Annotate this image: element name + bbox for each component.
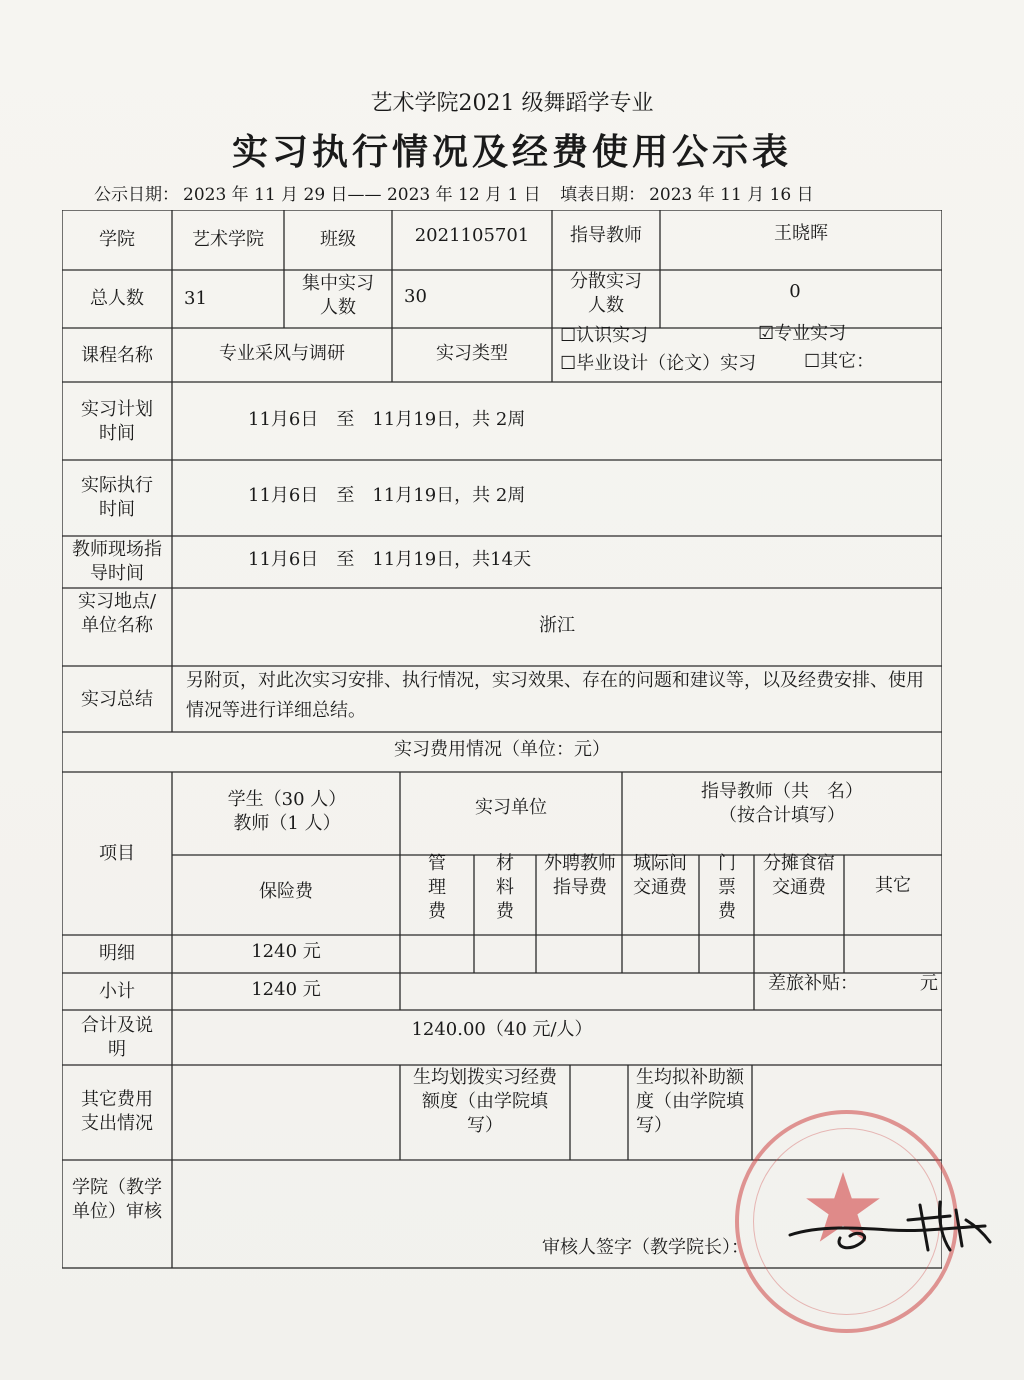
item-label: 项目 [99,843,135,864]
teacher-head: 指导教师（共 名） （按合计填写） [701,781,863,826]
date-line [94,180,818,205]
college-value: 艺术学院 [192,229,264,250]
type-label: 实习类型 [436,343,508,364]
summary-label: 实习总结 [81,689,153,710]
handwritten-signature [780,1180,1000,1260]
intercity-head: 城际间交通费 [633,853,687,898]
total-label: 总人数 [90,288,144,309]
subtotal-value: 1240 元 [251,979,321,1000]
onsite-label: 教师现场指导时间 [72,539,162,584]
total-explain-label: 合计及说明 [81,1015,153,1060]
course-value: 专业采风与调研 [219,343,345,364]
travel-allowance-label: 差旅补贴： [768,973,858,994]
subtotal-label: 小计 [99,981,135,1002]
others-head: 其它 [875,875,911,896]
class-value: 2021105701 [414,225,530,246]
other-expense-label: 其它费用支出情况 [81,1089,153,1134]
travel-allowance-unit: 元 [920,973,938,994]
publish-date-range: 2023 年 11 月 29 日—— 2023 年 12 月 1 日 [183,185,541,205]
teacher-value: 王晓晖 [774,223,828,244]
external-head: 外聘教师指导费 [544,853,616,898]
form-title: 实习执行情况及经费使用公示表 [231,131,792,173]
scattered-label: 分散实习人数 [570,271,642,316]
actual-label: 实际执行时间 [81,475,153,520]
insurance-head: 保险费 [259,881,313,902]
concentrated-label: 集中实习人数 [302,273,374,318]
fill-date-value: 2023 年 11 月 16 日 [649,185,814,205]
location-label: 实习地点/单位名称 [77,591,157,636]
scattered-value: 0 [789,281,801,302]
onsite-value: 11月6日 至 11月19日，共14天 [248,549,532,570]
form-table [62,210,942,1270]
students-head: 学生（30 人） 教师（1 人） [227,789,347,834]
type-option-professional[interactable]: ☑专业实习 [758,323,847,344]
total-explain-value: 1240.00（40 元/人） [411,1019,593,1040]
mgmt-head: 管理费 [428,853,446,922]
type-option-thesis[interactable]: ☐毕业设计（论文）实习 [560,353,757,374]
detail-value: 1240 元 [251,941,321,962]
publish-date-label: 公示日期： [94,185,179,205]
quota-label: 生均划拨实习经费额度（由学院填写） [413,1067,557,1136]
class-label: 班级 [320,229,356,250]
subsidy-label: 生均拟补助额度（由学院填写） [636,1067,744,1136]
review-label: 学院（教学单位）审核 [72,1177,162,1222]
type-option-other[interactable]: ☐其它： [804,351,875,372]
location-value: 浙江 [539,615,575,636]
material-head: 材料费 [496,853,514,922]
concentrated-value: 30 [404,286,427,307]
summary-value: 另附页，对此次实习安排、执行情况，实习效果、存在的问题和建议等，以及经费安排、使用情况等进行详细总结。 [186,670,924,721]
course-label: 课程名称 [81,345,153,366]
college-label: 学院 [99,229,135,250]
plan-value: 11月6日 至 11月19日，共 2周 [248,409,526,430]
type-option-cognitive[interactable]: ☐认识实习 [560,325,649,346]
unit-head: 实习单位 [475,797,547,818]
fill-date-label: 填表日期： [560,185,646,205]
detail-label: 明细 [99,943,135,964]
form-subtitle: 艺术学院2021 级舞蹈学专业 [370,91,654,116]
total-value: 31 [184,288,207,309]
ticket-head: 门票费 [718,853,736,922]
signature-label: 审核人签字（教学院长）： [542,1237,749,1258]
teacher-label: 指导教师 [570,225,642,246]
shared-head: 分摊食宿交通费 [763,853,835,898]
plan-label: 实习计划时间 [81,399,153,444]
cost-section-title: 实习费用情况（单位：元） [394,739,610,760]
actual-value: 11月6日 至 11月19日，共 2周 [248,485,526,506]
